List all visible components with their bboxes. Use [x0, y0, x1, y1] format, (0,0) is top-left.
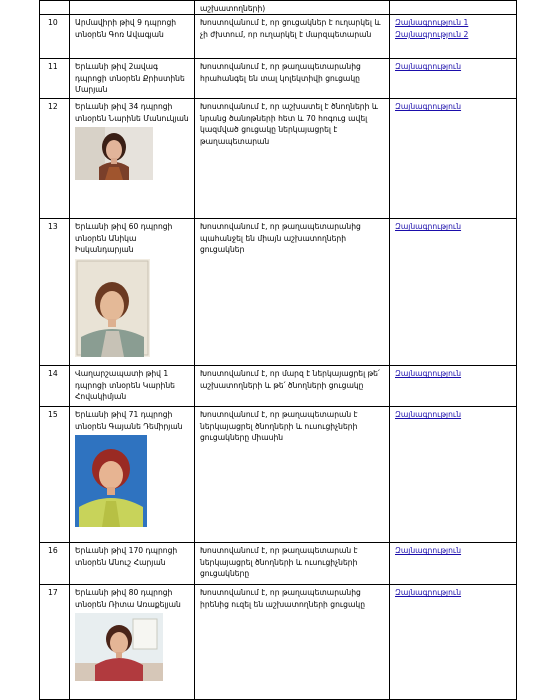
row-number: 16	[40, 543, 70, 585]
confession-text: Խոստովանում է, որ թաղապետարան է ներկայացրել ծնողների և ուսուցիչների ցուցակները	[195, 543, 390, 585]
table-row	[40, 219, 517, 366]
table-row	[40, 585, 517, 700]
table-row	[40, 407, 517, 543]
principal-name: Երևանի թիվ 2ավագ դպրոցի տնօրեն Քրիստինե Մարյան	[70, 59, 195, 99]
principal-photo	[75, 435, 147, 527]
principal-name: Երևանի թիվ 34 դպրոցի տնօրեն Նարինե Մանուկյան	[75, 102, 189, 123]
recording-links	[390, 59, 517, 99]
recording-link-1[interactable]: Զայնագրություն 1	[395, 18, 469, 28]
table-row	[40, 99, 517, 219]
principal-name: Երևանի թիվ 80 դպրոցի տնօրեն Ռիտա Առաքելյան	[75, 588, 181, 609]
recording-links	[390, 366, 517, 407]
table-row	[40, 15, 517, 59]
row-number: 17	[40, 585, 70, 700]
confession-text: Խոստովանում է, որ թաղապետարանից պահանջել են միայն աշխատողների ցուցակներ	[195, 219, 390, 366]
row-number: 15	[40, 407, 70, 543]
table-row	[40, 59, 517, 99]
principal-cell	[70, 585, 195, 700]
confession-text: Խոստովանում է, որ թաղապետարանից իրենից ուզել են աշխատողների ցուցակը	[195, 585, 390, 700]
confession-text: Խոստովանում է, որ ցուցակներ է ուղարկել և չի ժխտում, որ ուղարկել է մարզպետարան	[195, 15, 390, 59]
recording-links	[390, 99, 517, 219]
principal-cell	[70, 407, 195, 543]
principal-name: Վաղարշապատի թիվ 1 դպրոցի տնօրեն Կարինե Հովակիմյան	[70, 366, 195, 407]
name-cell	[70, 1, 195, 15]
recording-links	[390, 585, 517, 700]
confession-text: Խոստովանում է, որ մարզ է ներկայացրել թե՛ աշխատողների և թե՛ ծնողների ցուցակը	[195, 366, 390, 407]
row-number: 11	[40, 59, 70, 99]
table-row	[40, 366, 517, 407]
recording-links	[390, 543, 517, 585]
recording-links	[390, 407, 517, 543]
recording-link[interactable]: Զայնագրություն	[395, 369, 462, 379]
confession-text: Խոստովանում է, որ թաղապետարանից հրահանգել են տալ կոլեկտիվի ցուցակը	[195, 59, 390, 99]
recording-link[interactable]: Զայնագրություն	[395, 222, 462, 232]
principal-cell	[70, 219, 195, 366]
row-number: 10	[40, 15, 70, 59]
recording-link[interactable]: Զայնագրություն	[395, 588, 462, 598]
table-row	[40, 1, 517, 15]
principal-name: Երևանի թիվ 60 դպրոցի տնօրեն Անիկա Իսկանդարյան	[75, 222, 173, 255]
confession-text: Խոստովանում է, որ աշխատել է ծնողների և նրանց ծանոթների հետ և 70 հոգուց ավել կազմված ցուցակը ներկայացրել է թաղապետարան	[195, 99, 390, 219]
recording-link[interactable]: Զայնագրություն	[395, 62, 462, 72]
row-number: 14	[40, 366, 70, 407]
recording-link-2[interactable]: Զայնագրություն 2	[395, 29, 469, 39]
principal-name: Երևանի թիվ 170 դպրոցի տնօրեն Անուշ Հարյան	[70, 543, 195, 585]
recording-links	[390, 219, 517, 366]
recording-links	[390, 15, 517, 59]
principal-photo	[75, 127, 153, 180]
recording-link[interactable]: Զայնագրություն	[395, 546, 462, 556]
row-number: 12	[40, 99, 70, 219]
principals-table	[39, 0, 517, 700]
document-table-page	[39, 0, 516, 700]
table-row	[40, 543, 517, 585]
num-cell	[40, 1, 70, 15]
link-cell	[390, 1, 517, 15]
principal-photo	[75, 613, 163, 681]
recording-link[interactable]: Զայնագրություն	[395, 410, 462, 420]
principal-name: Արմավիրի թիվ 9 դպրոցի տնօրեն Գոռ Ավագյան	[70, 15, 195, 59]
recording-link[interactable]: Զայնագրություն	[395, 102, 462, 112]
confession-text: Խոստովանում է, որ թաղապետարան է ներկայացրել ծնողների և ուսուցիչների ցուցակները միասին	[195, 407, 390, 543]
principal-photo	[75, 259, 150, 357]
principal-name: Երևանի թիվ 71 դպրոցի տնօրեն Գայանե Դեմիրյան	[75, 410, 183, 431]
principal-cell	[70, 99, 195, 219]
promise-cell: աշխատողների)	[195, 1, 390, 15]
row-number: 13	[40, 219, 70, 366]
